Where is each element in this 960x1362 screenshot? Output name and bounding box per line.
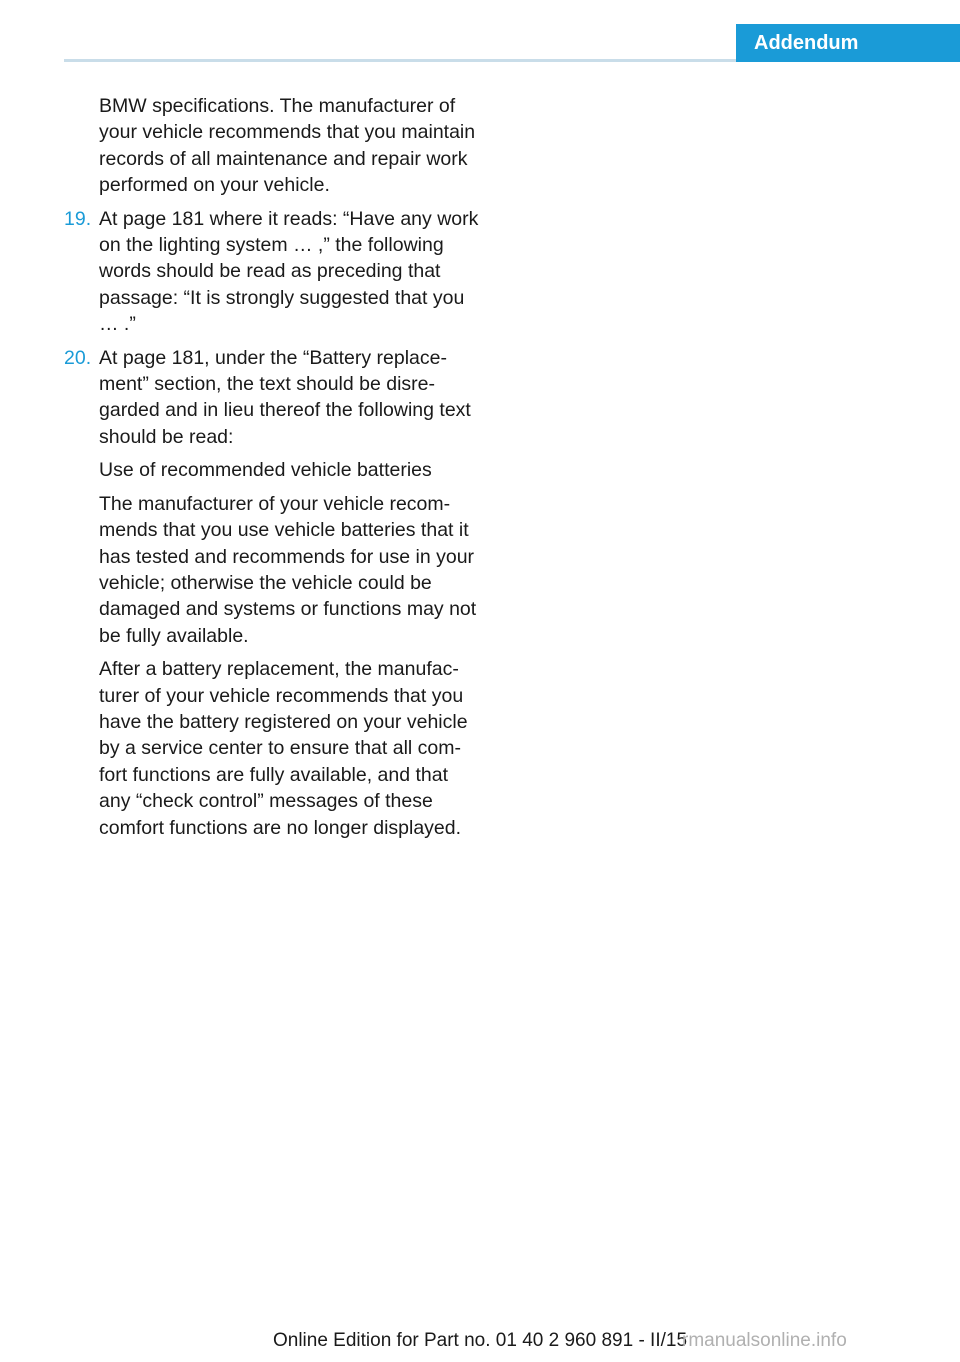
- list-item-number: 20.: [64, 346, 92, 369]
- paragraph-recommended-batteries: The manufacturer of your vehicle recommends that you use vehicle batteries that it has tested and recommends for use in your vehicle; otherwise the vehicle could be damaged and systems or functions may not be fully available.: [99, 492, 477, 647]
- list-item: [64, 345, 482, 451]
- list-item-text: At page 181, under the “Battery replacement” section, the text should be disregarded and in lieu thereof the following text should be read:: [99, 346, 471, 448]
- list-item-number: 19.: [64, 207, 92, 230]
- page-content: [64, 93, 482, 841]
- paragraph-battery-registration: After a battery replacement, the manufacturer of your vehicle recommends that you have the battery registered on your vehicle by a service center to ensure that all comfort functions are fully available, and that any “check control” messages of these comfort functions are no longer displayed.: [99, 658, 468, 839]
- footer-edition-text: Online Edition for Part no. 01 40 2 960 891 - II/15: [272, 1330, 688, 1351]
- intro-paragraph: BMW specifications. The manufacturer of your vehicle recommends that you maintain records of all maintenance and repair work performed on your vehicle.: [99, 95, 476, 197]
- section-title: Addendum: [736, 24, 960, 62]
- list-item: [64, 206, 482, 338]
- list-item-text: At page 181 where it reads: “Have any work on the lighting system … ,” the following words should be read as preceding that passage: “It is strongly suggested that you … .”: [99, 207, 479, 336]
- watermark: rmanualsonline.info: [682, 1330, 847, 1351]
- subheading: Use of recommended vehicle batteries: [99, 459, 432, 482]
